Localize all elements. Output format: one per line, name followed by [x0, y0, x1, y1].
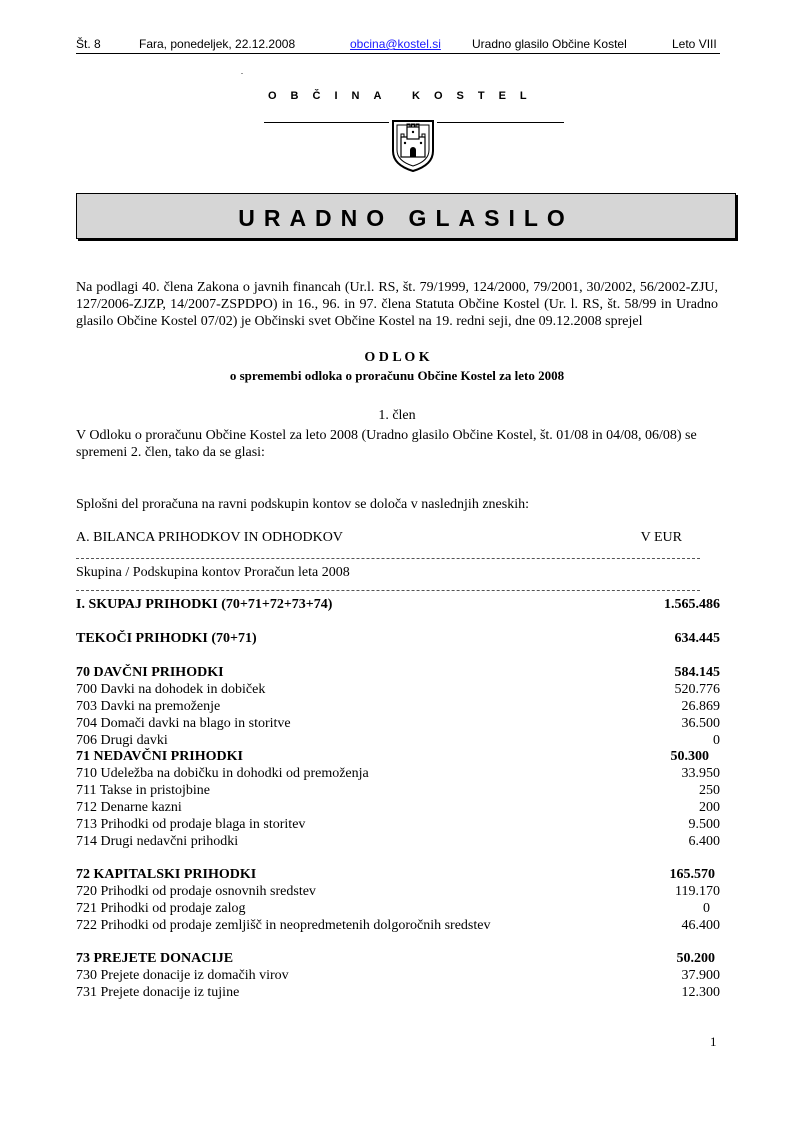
- row-label: 710 Udeležba na dobičku in dohodki od premoženja: [76, 766, 369, 781]
- publication-name: Uradno glasilo Občine Kostel: [472, 37, 627, 51]
- row-label: 730 Prejete donacije iz domačih virov: [76, 968, 289, 983]
- row-label: 70 DAVČNI PRIHODKI: [76, 665, 224, 680]
- row-value: 584.145: [674, 665, 720, 680]
- row-label: 722 Prihodki od prodaje zemljišč in neopredmetenih dolgoročnih sredstev: [76, 918, 491, 933]
- row-label: 706 Drugi davki: [76, 733, 168, 748]
- row-label: 731 Prejete donacije iz tujine: [76, 985, 240, 1000]
- table-row: [76, 682, 720, 699]
- table-row: [76, 951, 715, 968]
- row-value: 46.400: [681, 918, 720, 933]
- row-label: 714 Drugi nedavčni prihodki: [76, 834, 239, 849]
- row-label: 703 Davki na premoženje: [76, 699, 221, 714]
- row-label: 704 Domači davki na blago in storitve: [76, 716, 291, 731]
- general-part-text: Splošni del proračuna na ravni podskupin kontov se določa v naslednjih zneskih:: [76, 497, 529, 512]
- row-label: 73 PREJETE DONACIJE: [76, 951, 234, 966]
- row-label: 721 Prihodki od prodaje zalog: [76, 901, 246, 916]
- row-label: 711 Takse in pristojbine: [76, 783, 210, 798]
- dashed-rule: [76, 558, 700, 560]
- row-value: 6.400: [688, 834, 720, 849]
- table-row: [76, 783, 720, 800]
- table-row: [76, 918, 720, 935]
- row-label: 72 KAPITALSKI PRIHODKI: [76, 867, 257, 882]
- intro-paragraph: Na podlagi 40. člena Zakona o javnih financah (Ur.l. RS, št. 79/1999, 124/2000, 79/2001, 30/2002, 56/2002-ZJU, 127/2006-ZJZP, 14/2007-ZSPDPO) in 16., 96. in 97. člena Statuta Občine Kostel (Ur. l. RS, št. 58/99 in Uradno glasilo Občine Kostel 07/02) je Občinski svet Občine Kostel na 19. redni seji, dne 09.12.2008 sprejel: [76, 280, 718, 329]
- table-row: [76, 597, 720, 614]
- issue-number: Št. 8: [76, 37, 101, 51]
- dot-mark: [241, 73, 243, 74]
- page-number: 1: [710, 1034, 717, 1049]
- row-value: 12.300: [681, 985, 720, 1000]
- table-row: [76, 817, 720, 834]
- table-row: [76, 985, 720, 1002]
- table-row: [76, 749, 709, 766]
- article-text: V Odloku o proračunu Občine Kostel za leto 2008 (Uradno glasilo Občine Kostel, št. 01/08 in 04/08, 06/08) se spremeni 2. člen, tako da se glasi:: [76, 428, 697, 460]
- table-row: [76, 733, 720, 750]
- row-value: 119.170: [675, 884, 720, 899]
- table-row: [76, 884, 720, 901]
- row-value: 33.950: [681, 766, 720, 781]
- row-label: 700 Davki na dohodek in dobiček: [76, 682, 266, 697]
- coat-of-arms-icon: [389, 115, 437, 178]
- row-value: 165.570: [669, 867, 715, 882]
- decree-subtitle: o spremembi odloka o proračunu Občine Kostel za leto 2008: [229, 368, 565, 383]
- section-title: A. BILANCA PRIHODKOV IN ODHODKOV: [76, 530, 343, 545]
- row-value: 520.776: [674, 682, 720, 697]
- email-link[interactable]: obcina@kostel.si: [350, 37, 441, 51]
- row-value: 50.200: [676, 951, 715, 966]
- row-value: 9.500: [688, 817, 720, 832]
- row-label: 71 NEDAVČNI PRIHODKI: [76, 749, 243, 764]
- dashed-rule: [76, 590, 700, 592]
- header-rule: [76, 53, 720, 54]
- year-label: Leto VIII: [672, 37, 717, 51]
- table-row: [76, 901, 710, 918]
- currency-unit: V EUR: [640, 530, 682, 545]
- table-header: Skupina / Podskupina kontov Proračun leta 2008: [76, 565, 350, 580]
- row-value: 37.900: [681, 968, 720, 983]
- row-label: 713 Prihodki od prodaje blaga in storitev: [76, 817, 306, 832]
- row-value: 50.300: [670, 749, 709, 764]
- table-row: [76, 834, 720, 851]
- table-row: [76, 699, 720, 716]
- table-row: [76, 766, 720, 783]
- row-value: 1.565.486: [664, 597, 720, 612]
- row-label: TEKOČI PRIHODKI (70+71): [76, 631, 257, 646]
- decree-title: O D L O K: [364, 350, 430, 365]
- table-row: [76, 665, 720, 682]
- row-label: 712 Denarne kazni: [76, 800, 182, 815]
- table-row: [76, 800, 720, 817]
- row-value: 250: [699, 783, 720, 798]
- issue-date: Fara, ponedeljek, 22.12.2008: [139, 37, 296, 51]
- row-value: 36.500: [681, 716, 720, 731]
- article-number: 1. člen: [378, 408, 416, 423]
- row-value: 634.445: [674, 631, 720, 646]
- page-header: [76, 37, 720, 53]
- section-heading: [76, 530, 682, 547]
- title-banner: [76, 193, 736, 239]
- table-row: [76, 631, 720, 648]
- row-value: 0: [713, 733, 720, 748]
- table-row: [76, 867, 715, 884]
- banner-title: URADNO GLASILO: [238, 205, 574, 231]
- row-value: 26.869: [681, 699, 720, 714]
- row-value: 200: [699, 800, 720, 815]
- municipality-name: OBČINA KOSTEL: [268, 90, 541, 102]
- row-label: I. SKUPAJ PRIHODKI (70+71+72+73+74): [76, 597, 333, 612]
- row-value: 0: [703, 901, 710, 916]
- table-row: [76, 716, 720, 733]
- table-row: [76, 968, 720, 985]
- row-label: 720 Prihodki od prodaje osnovnih sredstev: [76, 884, 316, 899]
